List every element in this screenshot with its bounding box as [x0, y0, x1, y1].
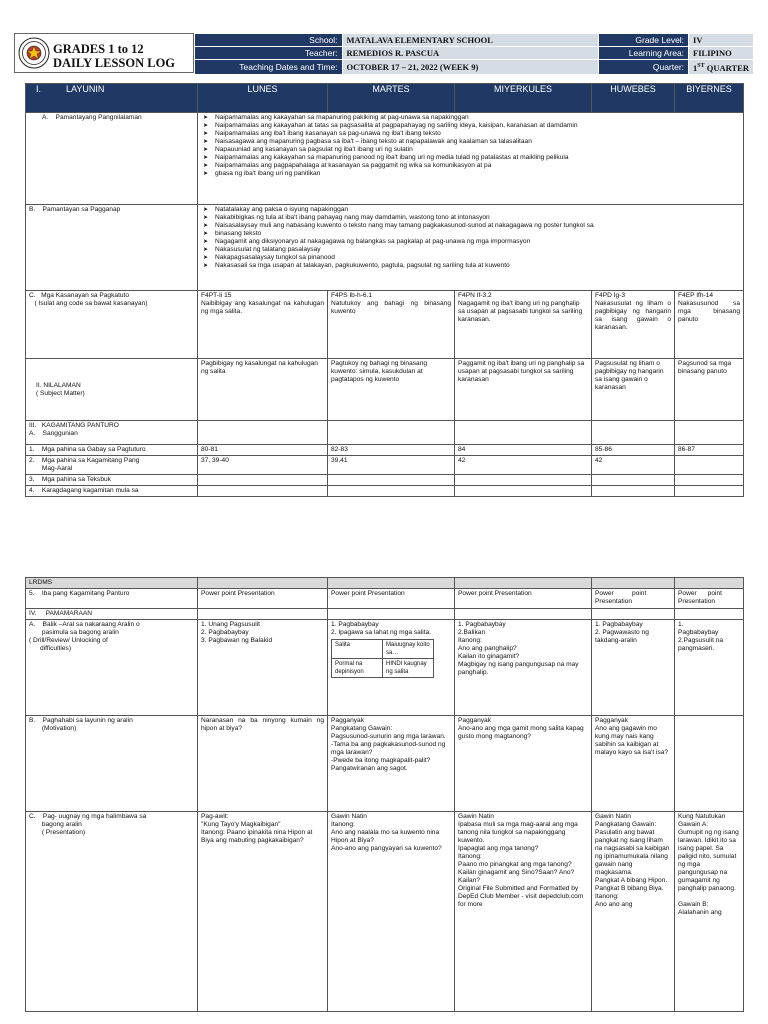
motivation-row: [26, 716, 744, 812]
lesson-table-part-2: [25, 577, 744, 1012]
empty-cell: [592, 609, 675, 620]
list-item: ➤ Nakasusulat ng talatang pasalaysay: [201, 246, 740, 254]
learner-pages-row: [26, 456, 744, 475]
empty-cell: [592, 578, 675, 589]
motivation-lunes: Naranasan na ba ninyong kumain ng hipon at biya?: [198, 716, 328, 812]
competency-huwebes: F4PD Ig-3 Nakasusulat ng liham o pagbibigay ng hangarin sa isang gawain o karanasan.: [592, 291, 675, 359]
subject-matter-label: II. NILALAMAN ( Subject Matter): [26, 359, 198, 421]
quarter-value: [689, 60, 754, 75]
guide-pages-miyerkules: 84: [455, 445, 592, 456]
guide-pages-biyernes: 86-87: [675, 445, 744, 456]
word-map-unrelated: HINDI kaugnay ng salita: [383, 659, 434, 678]
list-item: ➤ Naipamamalas ang pagpapahalaga at kasanayan sa paggamit ng wika sa komunikasyon at pa: [201, 162, 740, 170]
subject-matter-row: [26, 359, 744, 421]
presentation-lunes: Pag-awit: "Kung Tayo'y Magkaibigan" Itanong: Paano ipinakita nina Hipon at Biya ang mabuting pagkakaibigan?: [198, 812, 328, 1012]
teaching-dates-label: Teaching Dates and Time:: [195, 60, 343, 75]
learner-pages-miyerkules: 42: [455, 456, 592, 475]
grade-level-label: Grade Level:: [599, 34, 689, 47]
motivation-biyernes: [675, 716, 744, 812]
guide-pages-row: [26, 445, 744, 456]
day-header-martes: MARTES: [328, 84, 455, 113]
learning-competencies-row: [26, 291, 744, 359]
day-header-lunes: LUNES: [198, 84, 328, 113]
textbook-pages-row: [26, 475, 744, 486]
presentation-label: C. Pag- uugnay ng mga halimbawa sa bagong aralin ( Presentation): [26, 812, 198, 1012]
review-huwebes: 1. Pagbabaybay 2. Pagwawasto ng takdang-aralin: [592, 620, 675, 716]
subject-matter-martes: Pagtukoy ng bahagi ng binasang kuwento: simula, kasukdulan at pagtatapos ng kuwento: [328, 359, 455, 421]
motivation-label: B. Paghahabi sa layunin ng aralin (Motivation): [26, 716, 198, 812]
quarter-word: QUARTER: [704, 62, 749, 73]
subject-matter-huwebes: Pagsusulat ng liham o pagbibigay ng hangarin sa isang gawain o karanasan: [592, 359, 675, 421]
materials-heading: III. KAGAMITANG PANTURO: [29, 422, 119, 429]
motivation-martes: Pagganyak Pangkatang Gawain: Pagsusunod-sunurin ang mga larawan. -Tama ba ang pagkakasunod-sunod ng mga larawan? -Pwede ba itong magkapalit-palit? Pangatwiranan ang sagot.: [328, 716, 455, 812]
empty-cell: [675, 609, 744, 620]
list-item: ➤ Naipamamalas ang iba't ibang kasanayan sa pag-unawa ng iba't ibang teksto: [201, 130, 740, 138]
lrdms-label: LRDMS: [26, 578, 198, 589]
list-item: ➤ Nagagamit ang diksiyonaryo at nakagagawa ng balangkas sa pagkalap at pag-unawa ng mga impormasyon: [201, 238, 740, 246]
learning-competencies-label: C. Mga Kasanayan sa Pagkatuto ( Isulat ang code sa bawat kasanayan): [26, 291, 198, 359]
materials-row: [26, 421, 744, 445]
lrdms-row: [26, 578, 744, 589]
teaching-dates-value: OCTOBER 17 – 21, 2022 (WEEK 9): [342, 60, 599, 75]
layunin-header: I. LAYUNIN: [26, 84, 198, 113]
empty-cell: [675, 421, 744, 445]
word-map-related: Maiuugnay koito sa…: [383, 640, 434, 659]
review-label: A. Balik –Aral sa nakaraang Aralin o pasimula sa bagong aralin ( Drill/Review/ Unlocking of difficulties): [26, 620, 198, 716]
empty-cell: [675, 486, 744, 497]
word-map-definition: Pormal na depinisyon: [332, 659, 383, 678]
empty-cell: [328, 578, 455, 589]
empty-cell: [455, 578, 592, 589]
learner-pages-martes: 39,41: [328, 456, 455, 475]
word-map-table: [331, 639, 434, 678]
learner-pages-label: 2. Mga pahina sa Kagamitang Pang Mag-Aaral: [26, 456, 198, 475]
other-materials-lunes: Power point Presentation: [198, 589, 328, 609]
empty-cell: [455, 421, 592, 445]
content-standard-row: [26, 113, 744, 205]
empty-cell: [328, 486, 455, 497]
quarter-label: Quarter:: [599, 60, 689, 75]
empty-cell: [328, 421, 455, 445]
header-info-grid: [194, 33, 754, 75]
empty-cell: [198, 421, 328, 445]
performance-standard-label: B. Pamantayan sa Pagganap: [26, 205, 198, 291]
list-item: ➤ Naipamamalas ang kakayahan sa mapanuring panood ng iba't ibang uri ng media tulad ng patalastas at maikling pelikula: [201, 154, 740, 162]
presentation-huwebes: Gawin Natin Pangkatang Gawain: Pasulatin ang bawat pangkat ng isang liham na nagsasabi sa kaibigan ng ipinamumukala nilang gawain nang magkasama. Pangkat A bibang Hipon. Pangkat B bibang Biya. Itanong: Ano ano ang: [592, 812, 675, 1012]
grade-level-value: IV: [689, 34, 754, 47]
materials-label: [26, 421, 198, 445]
day-header-miyerkules: MIYERKULES: [455, 84, 592, 113]
list-item-continuation: ➤ binasang teksto: [201, 230, 740, 238]
review-lunes: 1. Unang Pagsusulit 2. Pagbabaybay 3. Pagbawan ng Balakid: [198, 620, 328, 716]
title-line-1: GRADES 1 to 12: [53, 42, 144, 56]
performance-standard-list: [198, 205, 744, 291]
list-item: ➤ Naisasagawa ang mapanuring pagbasa sa iba't – ibang teksto at napapalawak ang kaalaman sa talasalitaan: [201, 138, 740, 146]
procedures-label: IV. PAMAMARAAN: [26, 609, 198, 620]
list-item: ➤ Naipamamalas ang kakayahan at tatas sa pagsasalita at pagpapahayag ng sariling ideya, kaisipan, karanasan at damdamin: [201, 122, 740, 130]
list-item: ➤ Napauunlad ang kasanayan sa pagsulat ng iba't ibang uri ng sulatin: [201, 146, 740, 154]
quarter-suffix: ST: [697, 63, 705, 69]
list-item: ➤ Nakapagsasalaysay tungkol sa pinanood: [201, 254, 740, 262]
empty-cell: [592, 486, 675, 497]
teacher-value: REMEDIOS R. PASCUA: [342, 47, 599, 60]
school-value: MATALAVA ELEMENTARY SCHOOL: [342, 34, 599, 47]
empty-cell: [198, 609, 328, 620]
presentation-miyerkules: Gawin Natin Ipabasa muli sa mga mag-aaral ang mga tanong nila tungkol sa napakinggang kuwento. Ipapaglat ang mga tanong? Itanong: Paano mo pinangkat ang mga tanong? Kailan ginagamit ang Sino?Saan? Ano?Kailan? Original File Submitted and Formatted by DepEd Club Member - visit depedclub.com for more: [455, 812, 592, 1012]
subject-matter-biyernes: Pagsunod sa mga binasang panuto: [675, 359, 744, 421]
empty-cell: [455, 486, 592, 497]
additional-materials-label: 4. Karagdagang kagamitan mula sa: [26, 486, 198, 497]
empty-cell: [198, 578, 328, 589]
review-martes: [328, 620, 455, 716]
learner-pages-huwebes: 42: [592, 456, 675, 475]
other-materials-label: 5. Iba pang Kagamitang Panturo: [26, 589, 198, 609]
procedures-row: [26, 609, 744, 620]
list-item: ➤ Nakabibigkas ng tula at iba't ibang pahayag nang may damdamin, wastong tono at intonasyon: [201, 214, 740, 222]
empty-cell: [198, 475, 328, 486]
other-materials-row: [26, 589, 744, 609]
list-item: ➤ Natatalakay ang paksa o isyung napakinggan: [201, 206, 740, 214]
school-label: School:: [195, 34, 343, 47]
empty-cell: [455, 475, 592, 486]
quarter-number: 1: [693, 62, 698, 73]
presentation-row: [26, 812, 744, 1012]
day-header-biyernes: BIYERNES: [675, 84, 744, 113]
title-box: [14, 33, 194, 73]
list-item: ➤ Nakasasali sa mga usapan at talakayan, pagkukuwento, pagtula, pagsulat ng sariling tula at kuwento: [201, 262, 740, 270]
empty-cell: [328, 475, 455, 486]
word-map-salita: Salita: [332, 640, 383, 659]
presentation-martes: Gawin Natin Itanong: Ano ang naalala mo sa kuwento nina Hipon at Biya? Ano-ano ang pangyayari sa kuwento?: [328, 812, 455, 1012]
subject-matter-lunes: Pagbibigay ng kasalungat na kahulugan ng salita: [198, 359, 328, 421]
day-header-huwebes: HUWEBES: [592, 84, 675, 113]
subject-matter-miyerkules: Paggamit ng iba't ibang uri ng panghalip sa usapan at pagsasabi tungkol sa sariling karanasan: [455, 359, 592, 421]
learner-pages-biyernes: [675, 456, 744, 475]
empty-cell: [198, 486, 328, 497]
motivation-huwebes: Pagganyak Ano ang gagawin mo kung may nais kang sabihin sa kaibigan at malayo kayo sa isa't isa?: [592, 716, 675, 812]
document-header: [14, 33, 754, 73]
competency-biyernes: F4EP Ifh-14 Nakasusunod sa mga binasang panuto: [675, 291, 744, 359]
empty-cell: [328, 609, 455, 620]
review-row: [26, 620, 744, 716]
guide-pages-lunes: 80-81: [198, 445, 328, 456]
list-item: ➤ Naipamamalas ang kakayahan sa mapanuring pakikinig at pag-unawa sa napakinggan: [201, 114, 740, 122]
list-item-continuation: ➤ gbasa ng iba't ibang uri ng panitikan: [201, 170, 740, 178]
other-materials-martes: Power point Presentation: [328, 589, 455, 609]
motivation-miyerkules: Pagganyak Ano-ano ang mga gamit mong salita kapag gusto mong magtanong?: [455, 716, 592, 812]
competency-lunes: F4PT-Ii 15 Naibibigay ang kasalungat na kahulugan ng mga salita.: [198, 291, 328, 359]
empty-cell: [592, 421, 675, 445]
presentation-biyernes: Kung Natutukan Gawain A: Gumupit ng ng isang larawan. Idikit ito sa isang papel. Sa paligid nito, sumulat ng mga pangungusap na gumagamit ng panghalip panaong. Gawain B: Alalahanin ang: [675, 812, 744, 1012]
empty-cell: [675, 578, 744, 589]
guide-pages-martes: 82-83: [328, 445, 455, 456]
deped-seal-icon: [18, 37, 50, 69]
content-standard-label: A. Pamantayang Pangnilalaman: [26, 113, 198, 205]
other-materials-miyerkules: Power point Presentation: [455, 589, 592, 609]
review-martes-text: 1. Pagbabaybay 2. Ipagawa sa lahat ng mga salita.: [331, 621, 432, 636]
list-item: ➤ Naisasalaysay muli ang nabasang kuwento o teksto nang may tamang pagkakasunod-sunod at nakagagawa ng poster tungkol sa: [201, 222, 740, 230]
title-line-2: DAILY LESSON LOG: [53, 56, 176, 70]
empty-cell: [455, 609, 592, 620]
textbook-pages-label: 3. Mga pahina sa Teksbuk: [26, 475, 198, 486]
learning-area-label: Learning Area:: [599, 47, 689, 60]
other-materials-huwebes: Power point Presentation: [592, 589, 675, 609]
empty-cell: [675, 475, 744, 486]
competency-miyerkules: F4PN If-3.2 Nagagamit ng iba't ibang uri ng panghalip sa usapan at pagsasabi tungkol sa sariling karanasan.: [455, 291, 592, 359]
review-biyernes: 1. Pagbabaybay 2.Pagsusulit na pangmaseri.: [675, 620, 744, 716]
learner-pages-lunes: 37, 39-40: [198, 456, 328, 475]
lesson-table-part-1: [25, 83, 744, 497]
competency-martes: F4PS Ib-h-6.1 Natutukoy ang bahagi ng binasang kuwento: [328, 291, 455, 359]
day-header-row: [26, 84, 744, 113]
additional-materials-row: [26, 486, 744, 497]
guide-pages-huwebes: 85-86: [592, 445, 675, 456]
content-standard-list: [198, 113, 744, 205]
guide-pages-label: 1. Mga pahina sa Gabay sa Pagtuturo: [26, 445, 198, 456]
performance-standard-row: [26, 205, 744, 291]
learning-area-value: FILIPINO: [689, 47, 754, 60]
empty-cell: [592, 475, 675, 486]
other-materials-biyernes: Power point Presentation: [675, 589, 744, 609]
teacher-label: Teacher:: [195, 47, 343, 60]
references-heading: A. Sanggunian: [29, 430, 78, 437]
review-miyerkules: 1. Pagbabaybay 2.Balikan Itanong: Ano ang panghalip? Kailan ito ginagamit? Magbigay ng isang pangungusap na may panghalip.: [455, 620, 592, 716]
